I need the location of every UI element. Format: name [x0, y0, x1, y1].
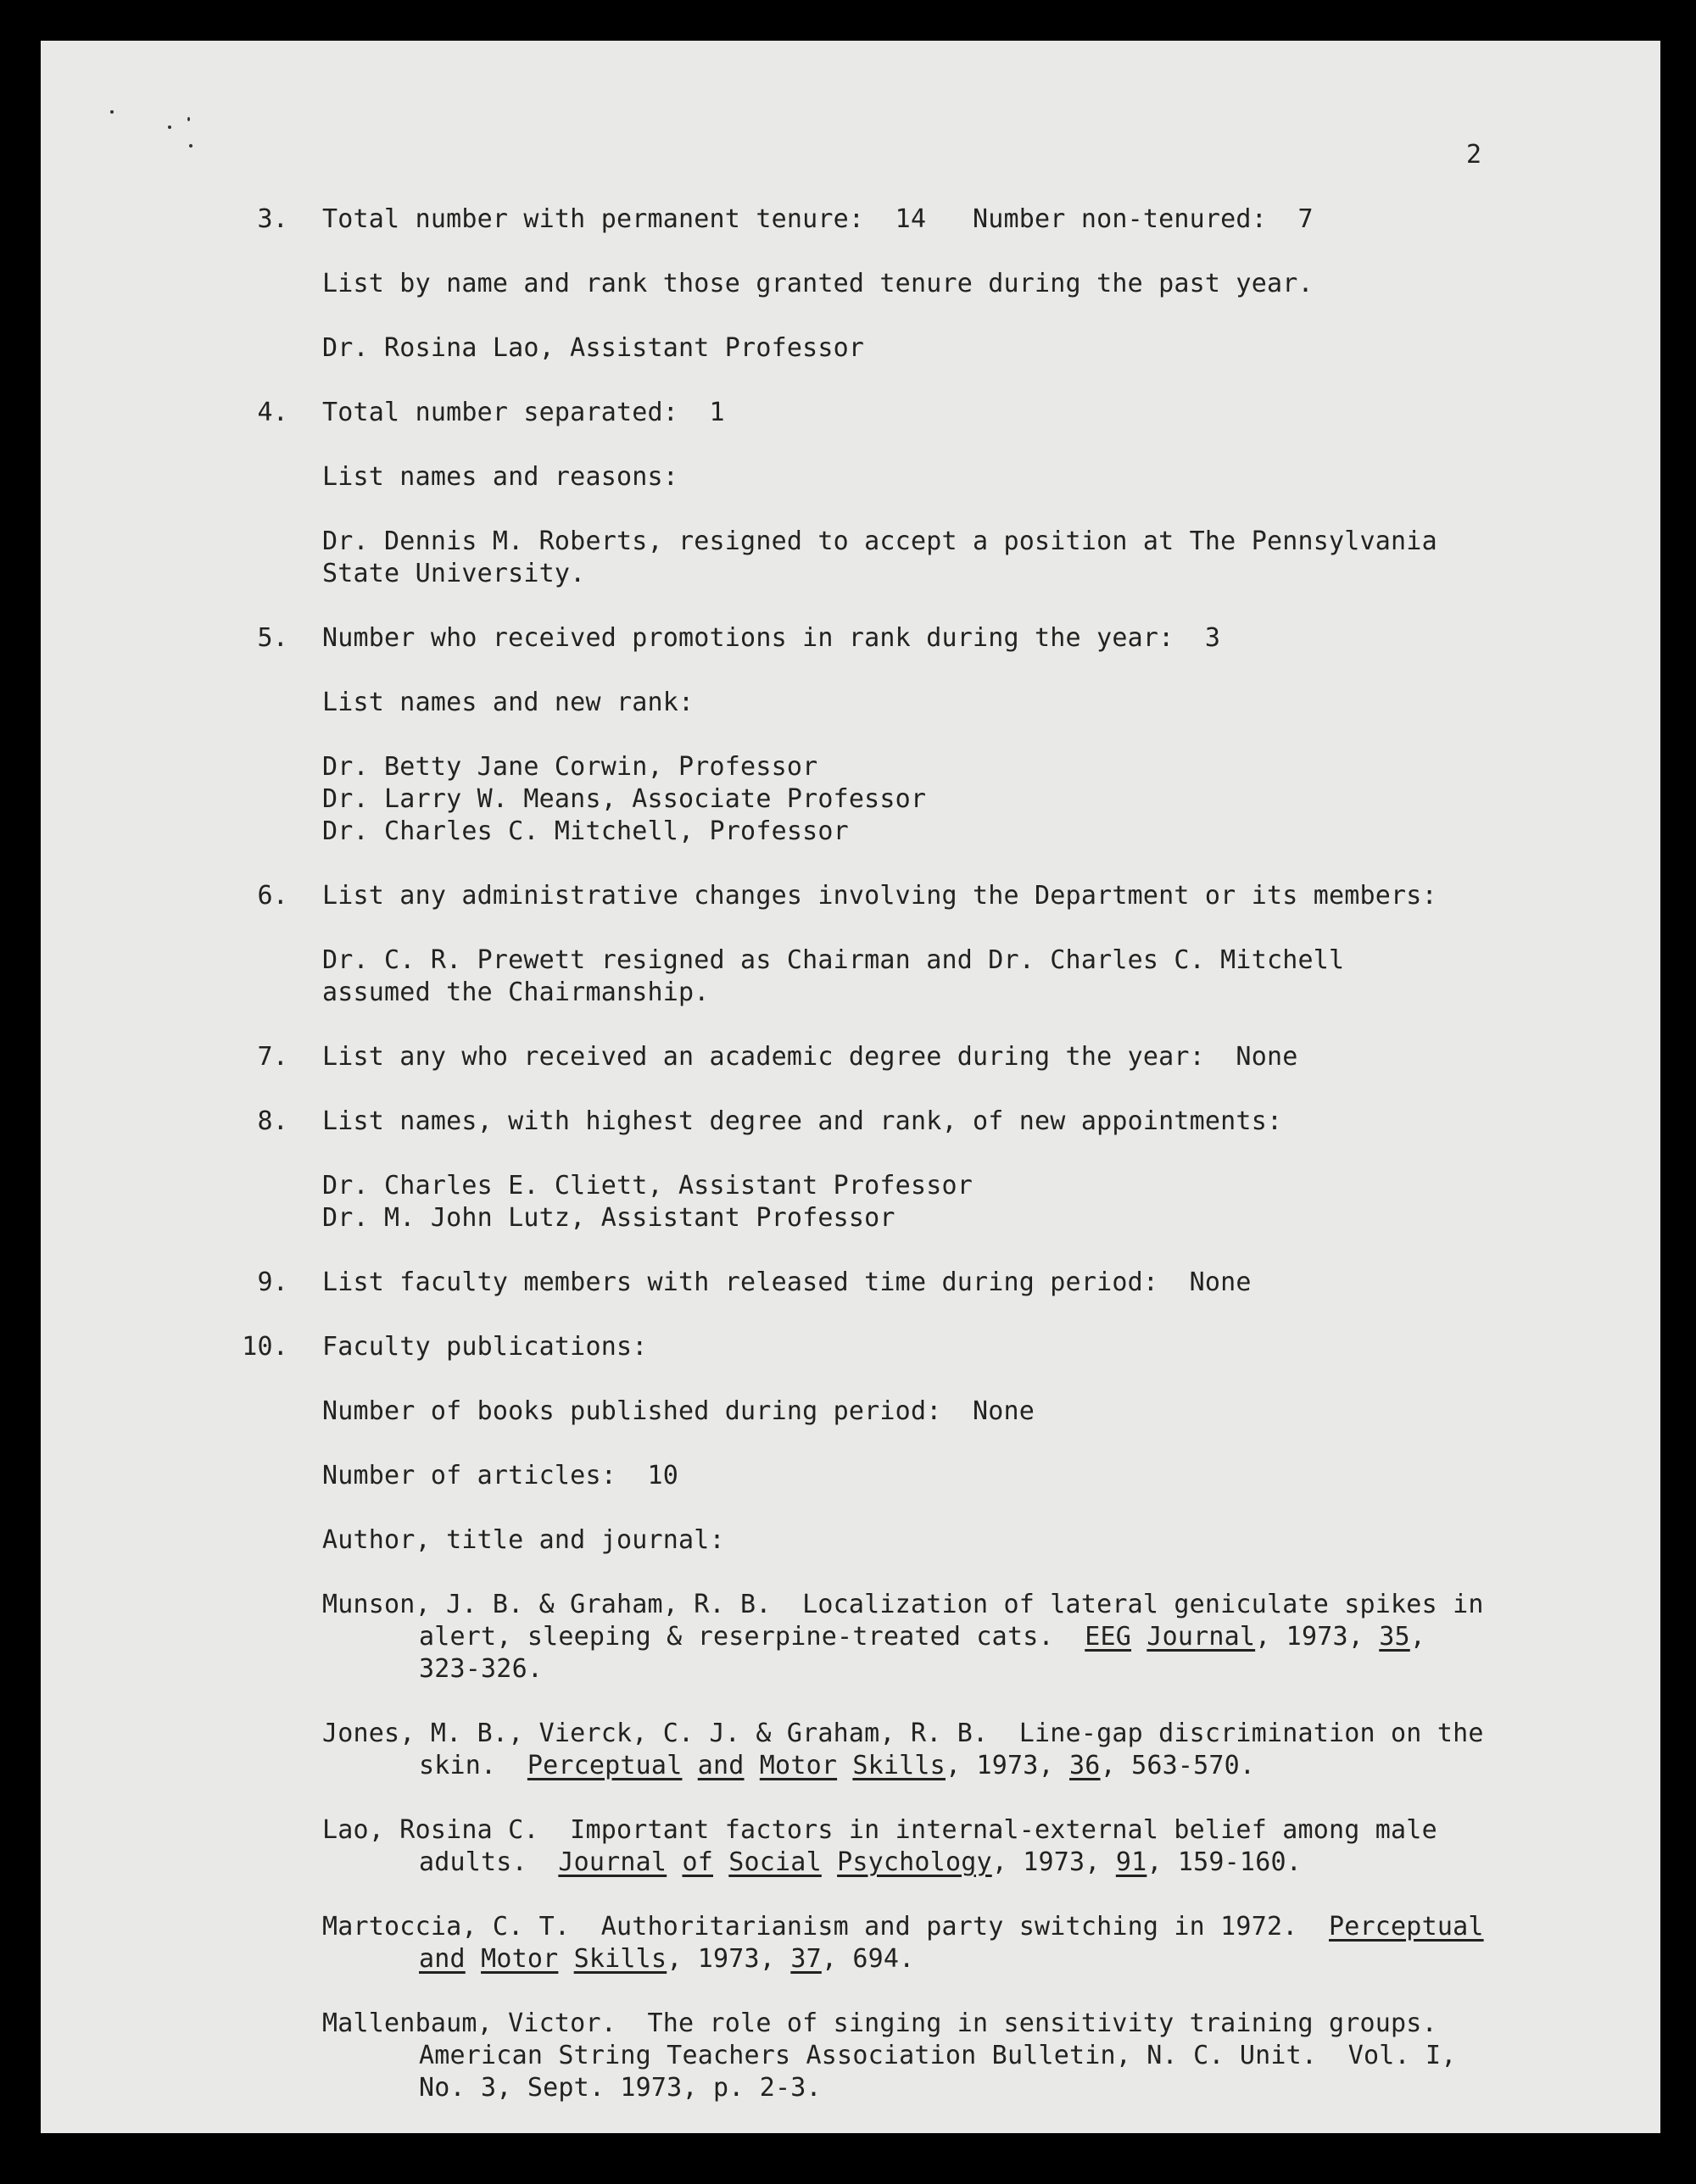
item-detail: Number of articles: 10 [322, 1461, 679, 1490]
item-detail: assumed the Chairmanship. [322, 978, 710, 1007]
underlined-title: Motor [481, 1944, 559, 1974]
item-number: 4. [257, 398, 288, 427]
text-run: adults. [419, 1847, 559, 1877]
text-run [466, 1944, 481, 1974]
text-run [1131, 1622, 1146, 1652]
text-run: Martoccia, C. T. Authoritarianism and party switching in 1972. [322, 1912, 1329, 1942]
document-page [41, 41, 1660, 2133]
underlined-title: Social [728, 1847, 822, 1877]
item-text: Total number with permanent tenure: 14 Number non-tenured: 7 [322, 204, 1314, 234]
text-run: , 694. [821, 1944, 915, 1974]
paper-speck [189, 144, 192, 148]
item-detail: Dr. Charles C. Mitchell, Professor [322, 816, 849, 846]
item-number: 9. [257, 1268, 288, 1297]
item-detail: Author, title and journal: [322, 1525, 725, 1555]
text-run: No. 3, Sept. 1973, p. 2-3. [419, 2073, 822, 2103]
text-run [667, 1847, 682, 1877]
item-text: List any who received an academic degree during the year: None [322, 1042, 1298, 1072]
underlined-title: Journal [1146, 1622, 1256, 1652]
item-number: 8. [257, 1106, 288, 1136]
underlined-title: and [697, 1751, 745, 1780]
underlined-title: Skills [573, 1944, 667, 1974]
underlined-title: Motor [759, 1751, 838, 1780]
item-detail: Dr. Rosina Lao, Assistant Professor [322, 333, 865, 363]
item-detail: Number of books published during period: None [322, 1396, 1035, 1426]
publication-citation-cont [419, 1943, 914, 1975]
publication-citation-cont [419, 2040, 1457, 2072]
item-text: List names, with highest degree and rank, of new appointments: [322, 1106, 1283, 1136]
item-detail: State University. [322, 559, 586, 588]
paper-speck [168, 125, 171, 129]
publication-citation [322, 1718, 1484, 1750]
item-detail: List by name and rank those granted tenure during the past year. [322, 269, 1314, 298]
text-run: , 1973, [945, 1751, 1070, 1780]
item-text: List any administrative changes involving the Department or its members: [322, 881, 1437, 911]
text-run: , 1973, [1255, 1622, 1380, 1652]
paper-speck [110, 110, 114, 114]
text-run: American String Teachers Association Bulletin, N. C. Unit. Vol. I, [419, 2041, 1457, 2070]
item-detail: Dr. Betty Jane Corwin, Professor [322, 752, 818, 782]
text-run: , 563-570. [1100, 1751, 1256, 1780]
publication-citation-cont [419, 1750, 1255, 1782]
item-detail: Dr. C. R. Prewett resigned as Chairman and Dr. Charles C. Mitchell [322, 945, 1345, 975]
item-text: List faculty members with released time during period: None [322, 1268, 1252, 1297]
item-number: 3. [257, 204, 288, 234]
underlined-title: EEG [1085, 1622, 1132, 1652]
publication-citation [322, 1589, 1484, 1621]
item-detail: Dr. Dennis M. Roberts, resigned to accept a position at The Pennsylvania [322, 526, 1437, 556]
text-run: , [1409, 1622, 1426, 1652]
underlined-title: Psychology [837, 1847, 992, 1877]
underlined-title: and [419, 1944, 466, 1974]
item-detail: Dr. Charles E. Cliett, Assistant Professor [322, 1171, 973, 1201]
text-run [713, 1847, 728, 1877]
underlined-title: 91 [1115, 1847, 1147, 1877]
publication-citation [322, 1814, 1437, 1847]
publication-citation [322, 2008, 1437, 2040]
item-number: 7. [257, 1042, 288, 1072]
text-run [837, 1751, 852, 1780]
item-detail: Dr. M. John Lutz, Assistant Professor [322, 1203, 895, 1233]
item-detail: List names and reasons: [322, 462, 679, 492]
publication-citation-cont [419, 1621, 1425, 1653]
text-run: skin. [419, 1751, 527, 1780]
underlined-title: 35 [1379, 1622, 1410, 1652]
item-detail: Dr. Larry W. Means, Associate Professor [322, 784, 927, 814]
page-number: 2 [1466, 140, 1482, 170]
item-number: 6. [257, 881, 288, 911]
text-run: , 1973, [667, 1944, 791, 1974]
item-text: Total number separated: 1 [322, 398, 725, 427]
publication-citation-cont [419, 2072, 822, 2104]
text-run: Jones, M. B., Vierck, C. J. & Graham, R. B. Line-gap discrimination on the [322, 1719, 1484, 1748]
item-number: 10. [242, 1332, 288, 1362]
text-run: , 1973, [991, 1847, 1116, 1877]
text-run [558, 1944, 573, 1974]
text-run: Lao, Rosina C. Important factors in internal-external belief among male [322, 1815, 1437, 1845]
text-run: Mallenbaum, Victor. The role of singing in sensitivity training groups. [322, 2008, 1437, 2038]
underlined-title: 36 [1069, 1751, 1101, 1780]
text-run: , 159-160. [1146, 1847, 1302, 1877]
publication-citation-cont [419, 1653, 543, 1685]
underlined-title: Perceptual [527, 1751, 683, 1780]
text-run: Munson, J. B. & Graham, R. B. Localization of lateral geniculate spikes in [322, 1590, 1484, 1619]
underlined-title: of [682, 1847, 713, 1877]
item-text: Number who received promotions in rank during the year: 3 [322, 623, 1221, 653]
text-run: 323-326. [419, 1654, 544, 1684]
underlined-title: Perceptual [1329, 1912, 1484, 1942]
underlined-title: Skills [852, 1751, 946, 1780]
item-detail: List names and new rank: [322, 688, 695, 717]
text-run [822, 1847, 837, 1877]
text-run [682, 1751, 697, 1780]
publication-citation [322, 1911, 1484, 1943]
underlined-title: Journal [558, 1847, 667, 1877]
publication-citation-cont [419, 1847, 1302, 1879]
item-number: 5. [257, 623, 288, 653]
underlined-title: 37 [790, 1944, 822, 1974]
text-run: alert, sleeping & reserpine-treated cats. [419, 1622, 1085, 1652]
paper-speck [187, 117, 190, 121]
text-run [745, 1751, 760, 1780]
item-text: Faculty publications: [322, 1332, 648, 1362]
